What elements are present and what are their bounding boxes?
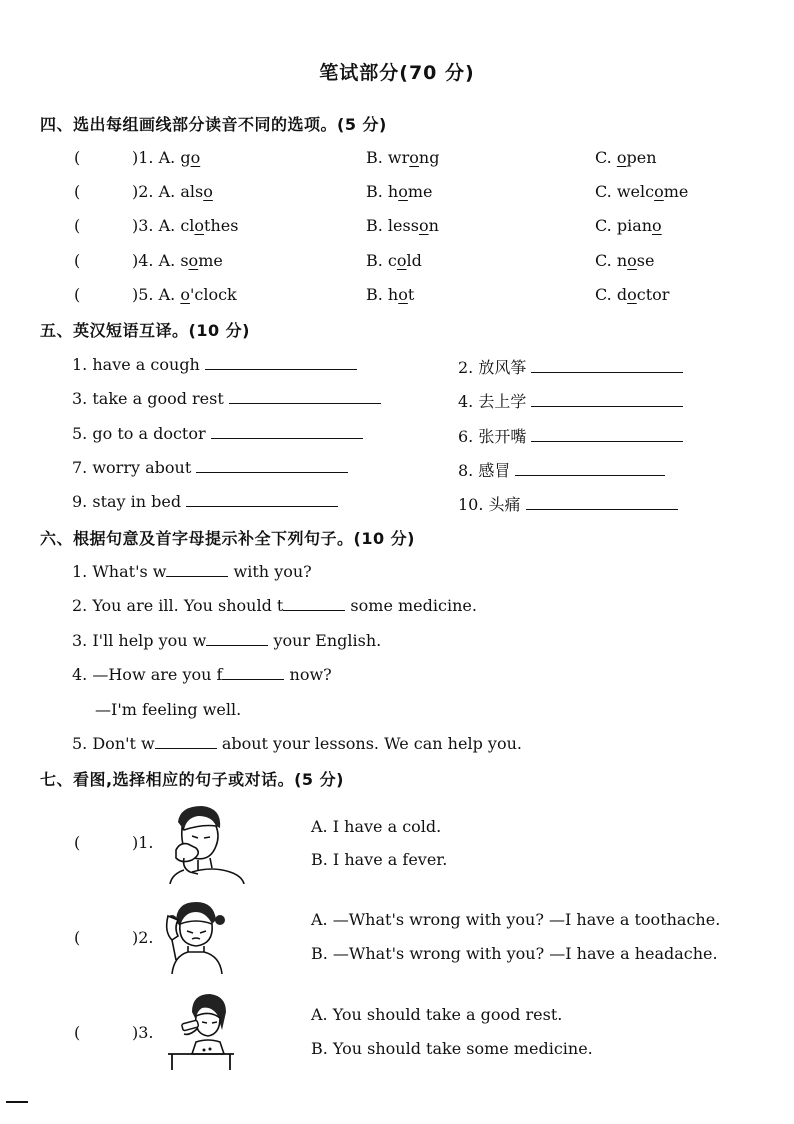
answer-blank[interactable]	[531, 358, 683, 373]
answer-blank[interactable]	[211, 424, 363, 439]
sentence-4: 4. —How are you f now?	[72, 665, 332, 684]
section-5-heading: 五、英汉短语互译。(10 分)	[40, 321, 250, 340]
option-a: some	[180, 251, 223, 270]
answer-blank[interactable]	[229, 389, 381, 404]
answer-paren[interactable]: (	[74, 285, 81, 304]
option-a: o'clock	[180, 285, 237, 304]
question-number: )1. A.	[132, 148, 181, 167]
question-number: )4. A.	[132, 251, 181, 270]
phrase-item: 10. 头痛	[458, 492, 678, 515]
sentence-4-reply: —I'm feeling well.	[95, 700, 242, 719]
answer-paren[interactable]: (	[74, 928, 81, 947]
question-number: )2. A.	[132, 182, 181, 201]
option-c: C. welcome	[595, 182, 689, 201]
option-b: B. cold	[366, 251, 422, 270]
answer-paren[interactable]: (	[74, 182, 81, 201]
option-c: C. doctor	[595, 285, 670, 304]
option-a: go	[180, 148, 201, 167]
question-number: )5. A.	[132, 285, 181, 304]
answer-blank[interactable]	[206, 631, 268, 646]
option-b: B. wrong	[366, 148, 440, 167]
question-number: )2.	[132, 928, 154, 947]
option-c: C. nose	[595, 251, 655, 270]
answer-blank[interactable]	[205, 355, 357, 370]
question-number: )1.	[132, 833, 154, 852]
answer-blank[interactable]	[186, 492, 338, 507]
item-3-option-b: B. You should take some medicine.	[311, 1039, 593, 1058]
section-6-heading: 六、根据句意及首字母提示补全下列句子。(10 分)	[40, 529, 415, 548]
option-b: B. lesson	[366, 216, 439, 235]
answer-paren[interactable]: (	[74, 148, 81, 167]
girl-taking-medicine-illustration	[162, 990, 238, 1072]
phrase-item: 6. 张开嘴	[458, 424, 683, 447]
item-2-option-b: B. —What's wrong with you? —I have a headache.	[311, 944, 718, 963]
answer-blank[interactable]	[196, 458, 348, 473]
phrase-item: 5. go to a doctor	[72, 424, 363, 443]
sentence-1: 1. What's w with you?	[72, 562, 312, 581]
option-c: C. open	[595, 148, 657, 167]
sentence-3: 3. I'll help you w your English.	[72, 631, 382, 650]
phrase-item: 7. worry about	[72, 458, 348, 477]
sneezing-man-illustration	[162, 802, 246, 884]
option-b: B. home	[366, 182, 433, 201]
item-1-option-b: B. I have a fever.	[311, 850, 448, 869]
item-1-option-a: A. I have a cold.	[311, 817, 442, 836]
answer-blank[interactable]	[515, 461, 665, 476]
section-4-heading: 四、选出每组画线部分读音不同的选项。(5 分)	[40, 115, 387, 134]
answer-paren[interactable]: (	[74, 251, 81, 270]
page-title: 笔试部分(70 分)	[319, 62, 475, 84]
answer-blank[interactable]	[222, 665, 284, 680]
option-b: B. hot	[366, 285, 415, 304]
answer-blank[interactable]	[531, 392, 683, 407]
answer-blank[interactable]	[155, 734, 217, 749]
item-2-option-a: A. —What's wrong with you? —I have a toothache.	[311, 910, 721, 929]
answer-blank[interactable]	[526, 495, 678, 510]
phrase-item: 8. 感冒	[458, 458, 665, 481]
item-3-option-a: A. You should take a good rest.	[311, 1005, 563, 1024]
page-edge-mark	[6, 1101, 28, 1103]
question-number: )3.	[132, 1023, 154, 1042]
section-7-heading: 七、看图,选择相应的句子或对话。(5 分)	[40, 770, 344, 789]
phrase-item: 3. take a good rest	[72, 389, 381, 408]
phrase-item: 4. 去上学	[458, 389, 683, 412]
phrase-item: 2. 放风筝	[458, 355, 683, 378]
option-c: C. piano	[595, 216, 662, 235]
option-a: also	[180, 182, 213, 201]
answer-blank[interactable]	[531, 427, 683, 442]
sentence-2: 2. You are ill. You should t some medicine.	[72, 596, 477, 615]
phrase-item: 9. stay in bed	[72, 492, 338, 511]
answer-blank[interactable]	[283, 596, 345, 611]
phrase-item: 1. have a cough	[72, 355, 357, 374]
answer-paren[interactable]: (	[74, 833, 81, 852]
option-a: clothes	[180, 216, 239, 235]
answer-blank[interactable]	[166, 562, 228, 577]
answer-paren[interactable]: (	[74, 216, 81, 235]
answer-paren[interactable]: (	[74, 1023, 81, 1042]
sentence-5: 5. Don't w about your lessons. We can help you.	[72, 734, 522, 753]
girl-with-headache-illustration	[162, 898, 232, 974]
question-number: )3. A.	[132, 216, 181, 235]
